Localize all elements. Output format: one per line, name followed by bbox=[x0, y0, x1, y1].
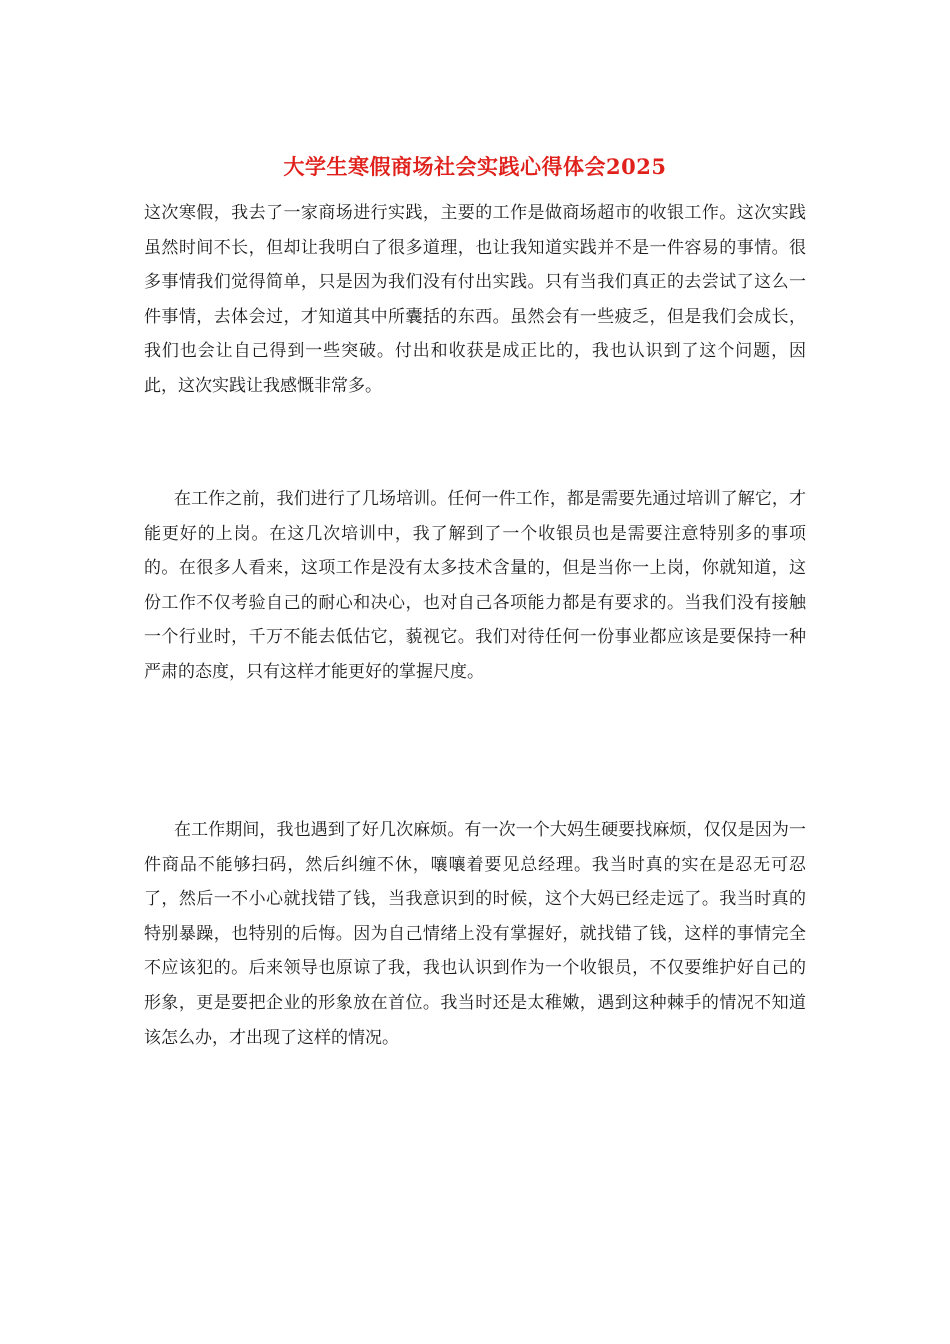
document-title: 大学生寒假商场社会实践心得体会2025 bbox=[283, 154, 667, 179]
paragraph-3: 在工作期间，我也遇到了好几次麻烦。有一次一个大妈生硬要找麻烦，仅仅是因为一件商品不能够扫码，然后纠缠不休，嚷嚷着要见总经理。我当时真的实在是忍无可忍了，然后一不小心就找错了钱，当我意识到的时候，这个大妈已经走远了。我当时真的特别暴躁，也特别的后悔。因为自己情绪上没有掌握好，就找错了钱，这样的事情完全不应该犯的。后来领导也原谅了我，我也认识到作为一个收银员，不仅要维护好自己的形象，更是要把企业的形象放在首位。我当时还是太稚嫩，遇到这种棘手的情况不知道该怎么办，才出现了这样的情况。 bbox=[144, 820, 806, 1048]
paragraph-1: 这次寒假，我去了一家商场进行实践，主要的工作是做商场超市的收银工作。这次实践虽然时间不长，但却让我明白了很多道理，也让我知道实践并不是一件容易的事情。很多事情我们觉得简单，只是因为我们没有付出实践。只有当我们真正的去尝试了这么一件事情，去体会过，才知道其中所囊括的东西。虽然会有一些疲乏，但是我们会成长，我们也会让自己得到一些突破。付出和收获是成正比的，我也认识到了这个问题，因此，这次实践让我感慨非常多。 bbox=[144, 203, 806, 396]
paragraph-2: 在工作之前，我们进行了几场培训。任何一件工作，都是需要先通过培训了解它，才能更好的上岗。在这几次培训中，我了解到了一个收银员也是需要注意特别多的事项的。在很多人看来，这项工作是没有太多技术含量的，但是当你一上岗，你就知道，这份工作不仅考验自己的耐心和决心，也对自己各项能力都是有要求的。当我们没有接触一个行业时，千万不能去低估它，藐视它。我们对待任何一份事业都应该是要保持一种严肃的态度，只有这样才能更好的掌握尺度。 bbox=[144, 489, 806, 682]
